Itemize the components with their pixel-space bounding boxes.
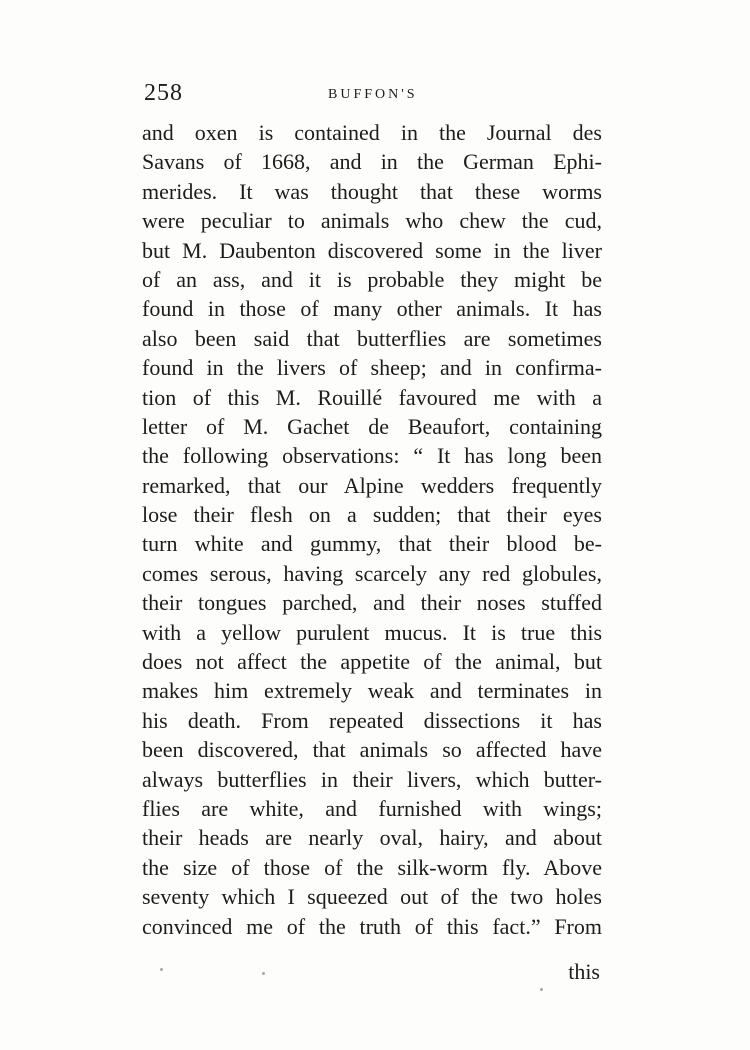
text-line: turn white and gummy, that their blood be-	[142, 531, 602, 557]
running-title: BUFFON'S	[328, 87, 418, 102]
text-line: with a yellow purulent mucus. It is true this	[142, 619, 602, 645]
text-line: but M. Daubenton discovered some in the liver	[142, 237, 602, 263]
ink-speck	[160, 968, 163, 971]
text-line: also been said that butterflies are sometimes	[142, 325, 602, 351]
text-line: been discovered, that animals so affected have	[142, 737, 602, 763]
text-line: convinced me of the truth of this fact.” From	[142, 913, 602, 939]
text-line: makes him extremely weak and terminates in	[142, 678, 602, 704]
text-line: comes serous, having scarcely any red globules,	[142, 560, 602, 586]
catchword: this	[568, 959, 600, 984]
text-line: flies are white, and furnished with wings;	[142, 795, 602, 821]
text-line: merides. It was thought that these worms	[142, 178, 602, 204]
text-line: were peculiar to animals who chew the cud,	[142, 208, 602, 234]
running-head	[142, 80, 602, 110]
text-line: his death. From repeated dissections it has	[142, 707, 602, 733]
text-line: remarked, that our Alpine wedders frequently	[142, 472, 602, 498]
text-line: found in those of many other animals. It has	[142, 296, 602, 322]
text-line: the size of those of the silk-worm fly. Above	[142, 854, 602, 880]
text-line: Savans of 1668, and in the German Ephi-	[142, 149, 602, 175]
text-line: their heads are nearly oval, hairy, and about	[142, 825, 602, 851]
text-line: always butterflies in their livers, which butter-	[142, 766, 602, 792]
ink-speck	[540, 988, 543, 991]
text-line: of an ass, and it is probable they might be	[142, 266, 602, 292]
text-line: letter of M. Gachet de Beaufort, containing	[142, 413, 602, 439]
text-line: found in the livers of sheep; and in confirma-	[142, 355, 602, 381]
text-line: the following observations: “ It has long been	[142, 443, 602, 469]
text-line: tion of this M. Rouillé favoured me with a	[142, 384, 602, 410]
page-number: 258	[144, 80, 183, 106]
body-text	[142, 118, 602, 941]
text-line: does not affect the appetite of the animal, but	[142, 649, 602, 675]
ink-speck	[262, 972, 265, 975]
text-line: seventy which I squeezed out of the two holes	[142, 884, 602, 910]
text-line: their tongues parched, and their noses stuffed	[142, 590, 602, 616]
text-line: and oxen is contained in the Journal des	[142, 120, 602, 145]
text-line: lose their flesh on a sudden; that their eyes	[142, 502, 602, 528]
